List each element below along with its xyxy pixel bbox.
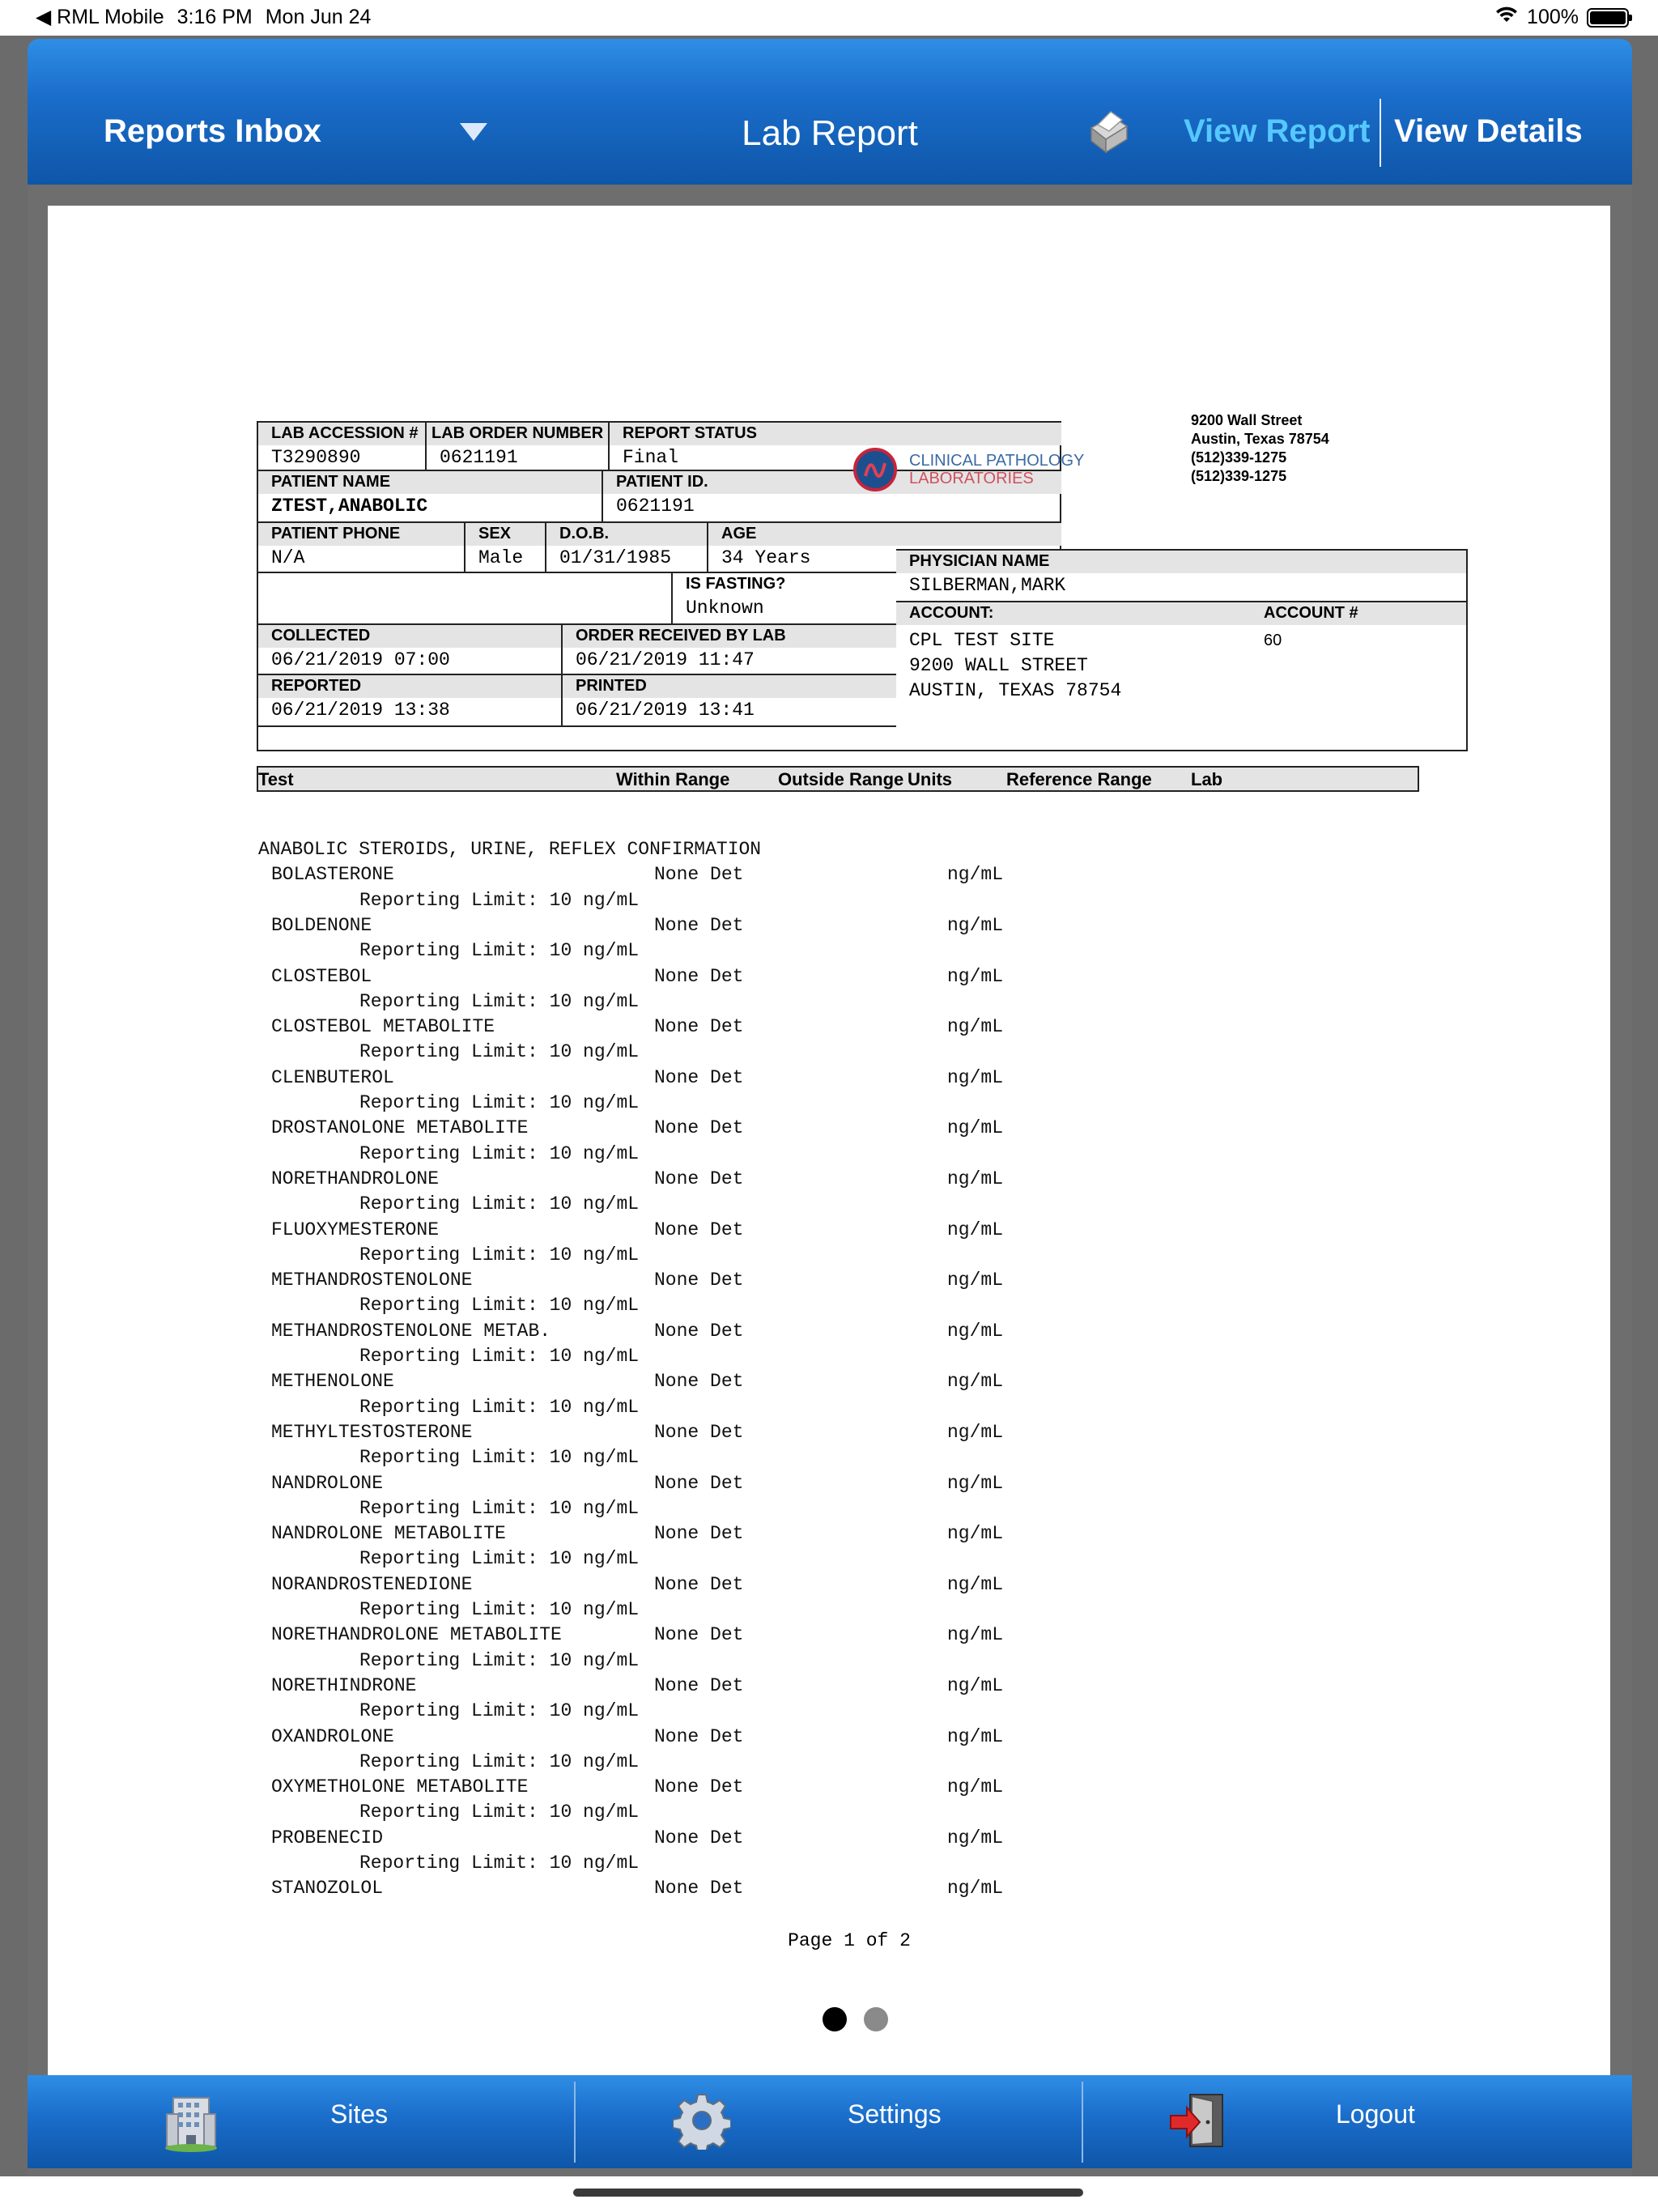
panel-title: ANABOLIC STEROIDS, URINE, REFLEX CONFIRMATION <box>258 839 762 860</box>
reporting-limit: Reporting Limit: 10 ng/mL <box>359 889 640 911</box>
tab-logout[interactable] <box>1083 2075 1632 2168</box>
results-column-header <box>257 766 1419 792</box>
within-range-value: None Det <box>654 1674 744 1696</box>
column-test: Test <box>258 769 294 789</box>
units-value: ng/mL <box>947 965 1004 987</box>
test-name: BOLASTERONE <box>271 864 394 886</box>
page-dot-1[interactable] <box>823 2007 847 2031</box>
dob-cell: D.O.B. 01/31/1985 <box>546 523 708 573</box>
patient-id-cell: PATIENT ID. 0621191 <box>603 471 1061 523</box>
top-navigation-bar <box>28 39 1632 185</box>
test-row <box>258 1016 1392 1041</box>
reporting-limit: Reporting Limit: 10 ng/mL <box>359 1092 640 1113</box>
reporting-limit: Reporting Limit: 10 ng/mL <box>359 1346 640 1367</box>
reporting-limit: Reporting Limit: 10 ng/mL <box>359 1244 640 1266</box>
reporting-limit: Reporting Limit: 10 ng/mL <box>359 1041 640 1063</box>
units-value: ng/mL <box>947 1624 1004 1646</box>
status-bar <box>0 0 1658 36</box>
test-row <box>258 1624 1392 1649</box>
within-range-value: None Det <box>654 1371 744 1393</box>
page-title: Lab Report <box>742 113 918 153</box>
wifi-icon <box>1494 5 1519 30</box>
test-row <box>258 1523 1392 1548</box>
lab-address <box>1191 411 1329 486</box>
units-value: ng/mL <box>947 1066 1004 1088</box>
order-received-cell: ORDER RECEIVED BY LAB 06/21/2019 11:47 <box>563 625 1061 675</box>
units-value: ng/mL <box>947 1725 1004 1747</box>
account-number-value: 60 <box>1264 632 1282 649</box>
building-icon <box>162 2091 220 2157</box>
lab-address-line: Austin, Texas 78754 <box>1191 431 1329 447</box>
units-value: ng/mL <box>947 1878 1004 1899</box>
test-name: METHYLTESTOSTERONE <box>271 1421 473 1443</box>
test-name: DROSTANOLONE METABOLITE <box>271 1117 529 1139</box>
reporting-limit: Reporting Limit: 10 ng/mL <box>359 1142 640 1164</box>
within-range-value: None Det <box>654 1624 744 1646</box>
reporting-limit: Reporting Limit: 10 ng/mL <box>359 1295 640 1317</box>
reporting-limit: Reporting Limit: 10 ng/mL <box>359 1548 640 1570</box>
units-value: ng/mL <box>947 1219 1004 1240</box>
lab-logo-icon <box>852 447 898 492</box>
printed-cell: PRINTED 06/21/2019 13:41 <box>563 675 1061 727</box>
units-value: ng/mL <box>947 1270 1004 1291</box>
test-row <box>258 1270 1392 1295</box>
reported-cell: REPORTED 06/21/2019 13:38 <box>258 675 563 727</box>
test-name: NORETHANDROLONE METABOLITE <box>271 1624 562 1646</box>
reporting-limit: Reporting Limit: 10 ng/mL <box>359 1396 640 1418</box>
account-label: ACCOUNT: <box>909 604 994 622</box>
status-date: Mon Jun 24 <box>265 5 372 28</box>
within-range-value: None Det <box>654 1421 744 1443</box>
test-row <box>258 1117 1392 1142</box>
account-line: 9200 WALL STREET <box>909 655 1088 676</box>
test-name: BOLDENONE <box>271 914 372 936</box>
battery-percent: 100% <box>1527 6 1579 28</box>
physician-cell: PHYSICIAN NAME SILBERMAN,MARK <box>896 551 1466 602</box>
test-row <box>258 1168 1392 1193</box>
lab-order-number-cell: LAB ORDER NUMBER 0621191 <box>427 423 610 471</box>
test-name: CLOSTEBOL <box>271 965 372 987</box>
test-row <box>258 1675 1392 1700</box>
test-name: OXANDROLONE <box>271 1725 394 1747</box>
units-value: ng/mL <box>947 1573 1004 1595</box>
test-row <box>258 915 1392 940</box>
test-row <box>258 966 1392 991</box>
test-name: METHANDROSTENOLONE METAB. <box>271 1320 551 1342</box>
units-value: ng/mL <box>947 1117 1004 1139</box>
reporting-limit: Reporting Limit: 10 ng/mL <box>359 1853 640 1874</box>
test-row <box>258 864 1392 889</box>
test-row <box>258 1067 1392 1092</box>
within-range-value: None Det <box>654 1320 744 1342</box>
print-icon[interactable] <box>1080 108 1132 157</box>
page-number: Page 1 of 2 <box>788 1930 911 1951</box>
lab-logo <box>852 447 1112 492</box>
test-name: NANDROLONE <box>271 1472 384 1494</box>
age-cell: AGE 34 Years <box>708 523 1061 573</box>
test-row <box>258 1726 1392 1751</box>
lab-logo-line2: LABORATORIES <box>909 470 1034 487</box>
within-range-value: None Det <box>654 864 744 886</box>
report-page <box>48 206 1610 2084</box>
reporting-limit: Reporting Limit: 10 ng/mL <box>359 1700 640 1722</box>
nav-divider <box>1380 99 1381 167</box>
within-range-value: None Det <box>654 1270 744 1291</box>
units-value: ng/mL <box>947 1776 1004 1798</box>
test-name: NORETHANDROLONE <box>271 1168 440 1189</box>
test-name: METHANDROSTENOLONE <box>271 1270 473 1291</box>
test-row <box>258 1827 1392 1853</box>
reporting-limit: Reporting Limit: 10 ng/mL <box>359 990 640 1012</box>
within-range-value: None Det <box>654 1878 744 1899</box>
units-value: ng/mL <box>947 914 1004 936</box>
reporting-limit: Reporting Limit: 10 ng/mL <box>359 1750 640 1772</box>
units-value: ng/mL <box>947 1168 1004 1189</box>
units-value: ng/mL <box>947 1523 1004 1545</box>
status-time: 3:16 PM <box>176 5 253 28</box>
within-range-value: None Det <box>654 1472 744 1494</box>
collected-cell: COLLECTED 06/21/2019 07:00 <box>258 625 563 675</box>
within-range-value: None Det <box>654 1117 744 1139</box>
tab-sites-label: Sites <box>330 2099 389 2129</box>
account-line: AUSTIN, TEXAS 78754 <box>909 680 1122 701</box>
test-row <box>258 1219 1392 1244</box>
physician-account-box <box>896 549 1468 751</box>
units-value: ng/mL <box>947 1320 1004 1342</box>
test-row <box>258 1321 1392 1346</box>
tab-sites[interactable] <box>28 2075 574 2168</box>
test-name: PROBENECID <box>271 1827 384 1848</box>
column-lab: Lab <box>1191 769 1223 789</box>
reporting-limit: Reporting Limit: 10 ng/mL <box>359 1599 640 1620</box>
within-range-value: None Det <box>654 1168 744 1189</box>
units-value: ng/mL <box>947 1674 1004 1696</box>
within-range-value: None Det <box>654 1725 744 1747</box>
lab-logo-line1: CLINICAL PATHOLOGY <box>909 452 1085 470</box>
bottom-tab-bar <box>28 2075 1632 2168</box>
tab-settings-label: Settings <box>848 2099 942 2129</box>
test-row <box>258 1776 1392 1802</box>
column-within-range: Within Range <box>616 769 730 789</box>
gear-icon <box>673 2091 731 2154</box>
test-name: NORETHINDRONE <box>271 1674 417 1696</box>
within-range-value: None Det <box>654 1573 744 1595</box>
units-value: ng/mL <box>947 1421 1004 1443</box>
account-address <box>909 628 1121 704</box>
test-row <box>258 1574 1392 1599</box>
reporting-limit: Reporting Limit: 10 ng/mL <box>359 1447 640 1469</box>
is-fasting-cell: IS FASTING? Unknown <box>673 573 1061 625</box>
test-row <box>258 1422 1392 1447</box>
units-value: ng/mL <box>947 1472 1004 1494</box>
home-indicator[interactable] <box>573 2189 1083 2197</box>
report-status-cell: REPORT STATUS Final <box>610 423 1061 471</box>
within-range-value: None Det <box>654 1523 744 1545</box>
battery-icon <box>1587 8 1629 28</box>
within-range-value: None Det <box>654 1219 744 1240</box>
lab-address-line: (512)339-1275 <box>1191 468 1287 484</box>
patient-name-cell: PATIENT NAME ZTEST,ANABOLIC <box>258 471 603 523</box>
test-name: OXYMETHOLONE METABOLITE <box>271 1776 529 1798</box>
logout-door-icon <box>1167 2091 1229 2154</box>
account-number-label: ACCOUNT # <box>1264 604 1358 622</box>
back-to-app-link[interactable]: ◀ RML Mobile <box>36 6 164 28</box>
reporting-limit: Reporting Limit: 10 ng/mL <box>359 1193 640 1215</box>
reports-inbox-button[interactable]: Reports Inbox <box>104 113 321 149</box>
units-value: ng/mL <box>947 1827 1004 1848</box>
view-details-tab[interactable]: View Details <box>1394 113 1583 149</box>
test-name: STANOZOLOL <box>271 1878 384 1899</box>
test-name: FLUOXYMESTERONE <box>271 1219 440 1240</box>
reporting-limit: Reporting Limit: 10 ng/mL <box>359 1649 640 1671</box>
within-range-value: None Det <box>654 1827 744 1848</box>
test-name: NORANDROSTENEDIONE <box>271 1573 473 1595</box>
column-units: Units <box>908 769 952 789</box>
within-range-value: None Det <box>654 914 744 936</box>
within-range-value: None Det <box>654 1016 744 1038</box>
test-name: CLOSTEBOL METABOLITE <box>271 1016 495 1038</box>
units-value: ng/mL <box>947 1371 1004 1393</box>
test-row <box>258 1371 1392 1396</box>
column-reference-range: Reference Range <box>1006 769 1152 789</box>
within-range-value: None Det <box>654 1066 744 1088</box>
within-range-value: None Det <box>654 1776 744 1798</box>
test-name: NANDROLONE METABOLITE <box>271 1523 506 1545</box>
app-window <box>28 39 1632 2176</box>
page-dot-2[interactable] <box>864 2007 888 2031</box>
patient-phone-cell: PATIENT PHONE N/A <box>258 523 466 573</box>
column-outside-range: Outside Range <box>778 769 904 789</box>
reporting-limit: Reporting Limit: 10 ng/mL <box>359 1497 640 1519</box>
tab-settings[interactable] <box>576 2075 1082 2168</box>
lab-address-line: 9200 Wall Street <box>1191 412 1303 428</box>
lab-address-line: (512)339-1275 <box>1191 449 1287 466</box>
units-value: ng/mL <box>947 1016 1004 1038</box>
test-name: METHENOLONE <box>271 1371 394 1393</box>
sex-cell: SEX Male <box>466 523 546 573</box>
within-range-value: None Det <box>654 965 744 987</box>
units-value: ng/mL <box>947 864 1004 886</box>
view-report-tab[interactable]: View Report <box>1184 113 1371 149</box>
reporting-limit: Reporting Limit: 10 ng/mL <box>359 1802 640 1823</box>
test-row <box>258 1473 1392 1498</box>
account-cell <box>896 602 1466 701</box>
empty-cell <box>258 573 673 625</box>
account-line: CPL TEST SITE <box>909 630 1055 651</box>
test-row <box>258 1878 1392 1903</box>
reporting-limit: Reporting Limit: 10 ng/mL <box>359 940 640 962</box>
tab-logout-label: Logout <box>1336 2099 1415 2129</box>
test-name: CLENBUTEROL <box>271 1066 394 1088</box>
lab-accession-cell: LAB ACCESSION # T3290890 <box>258 423 427 471</box>
